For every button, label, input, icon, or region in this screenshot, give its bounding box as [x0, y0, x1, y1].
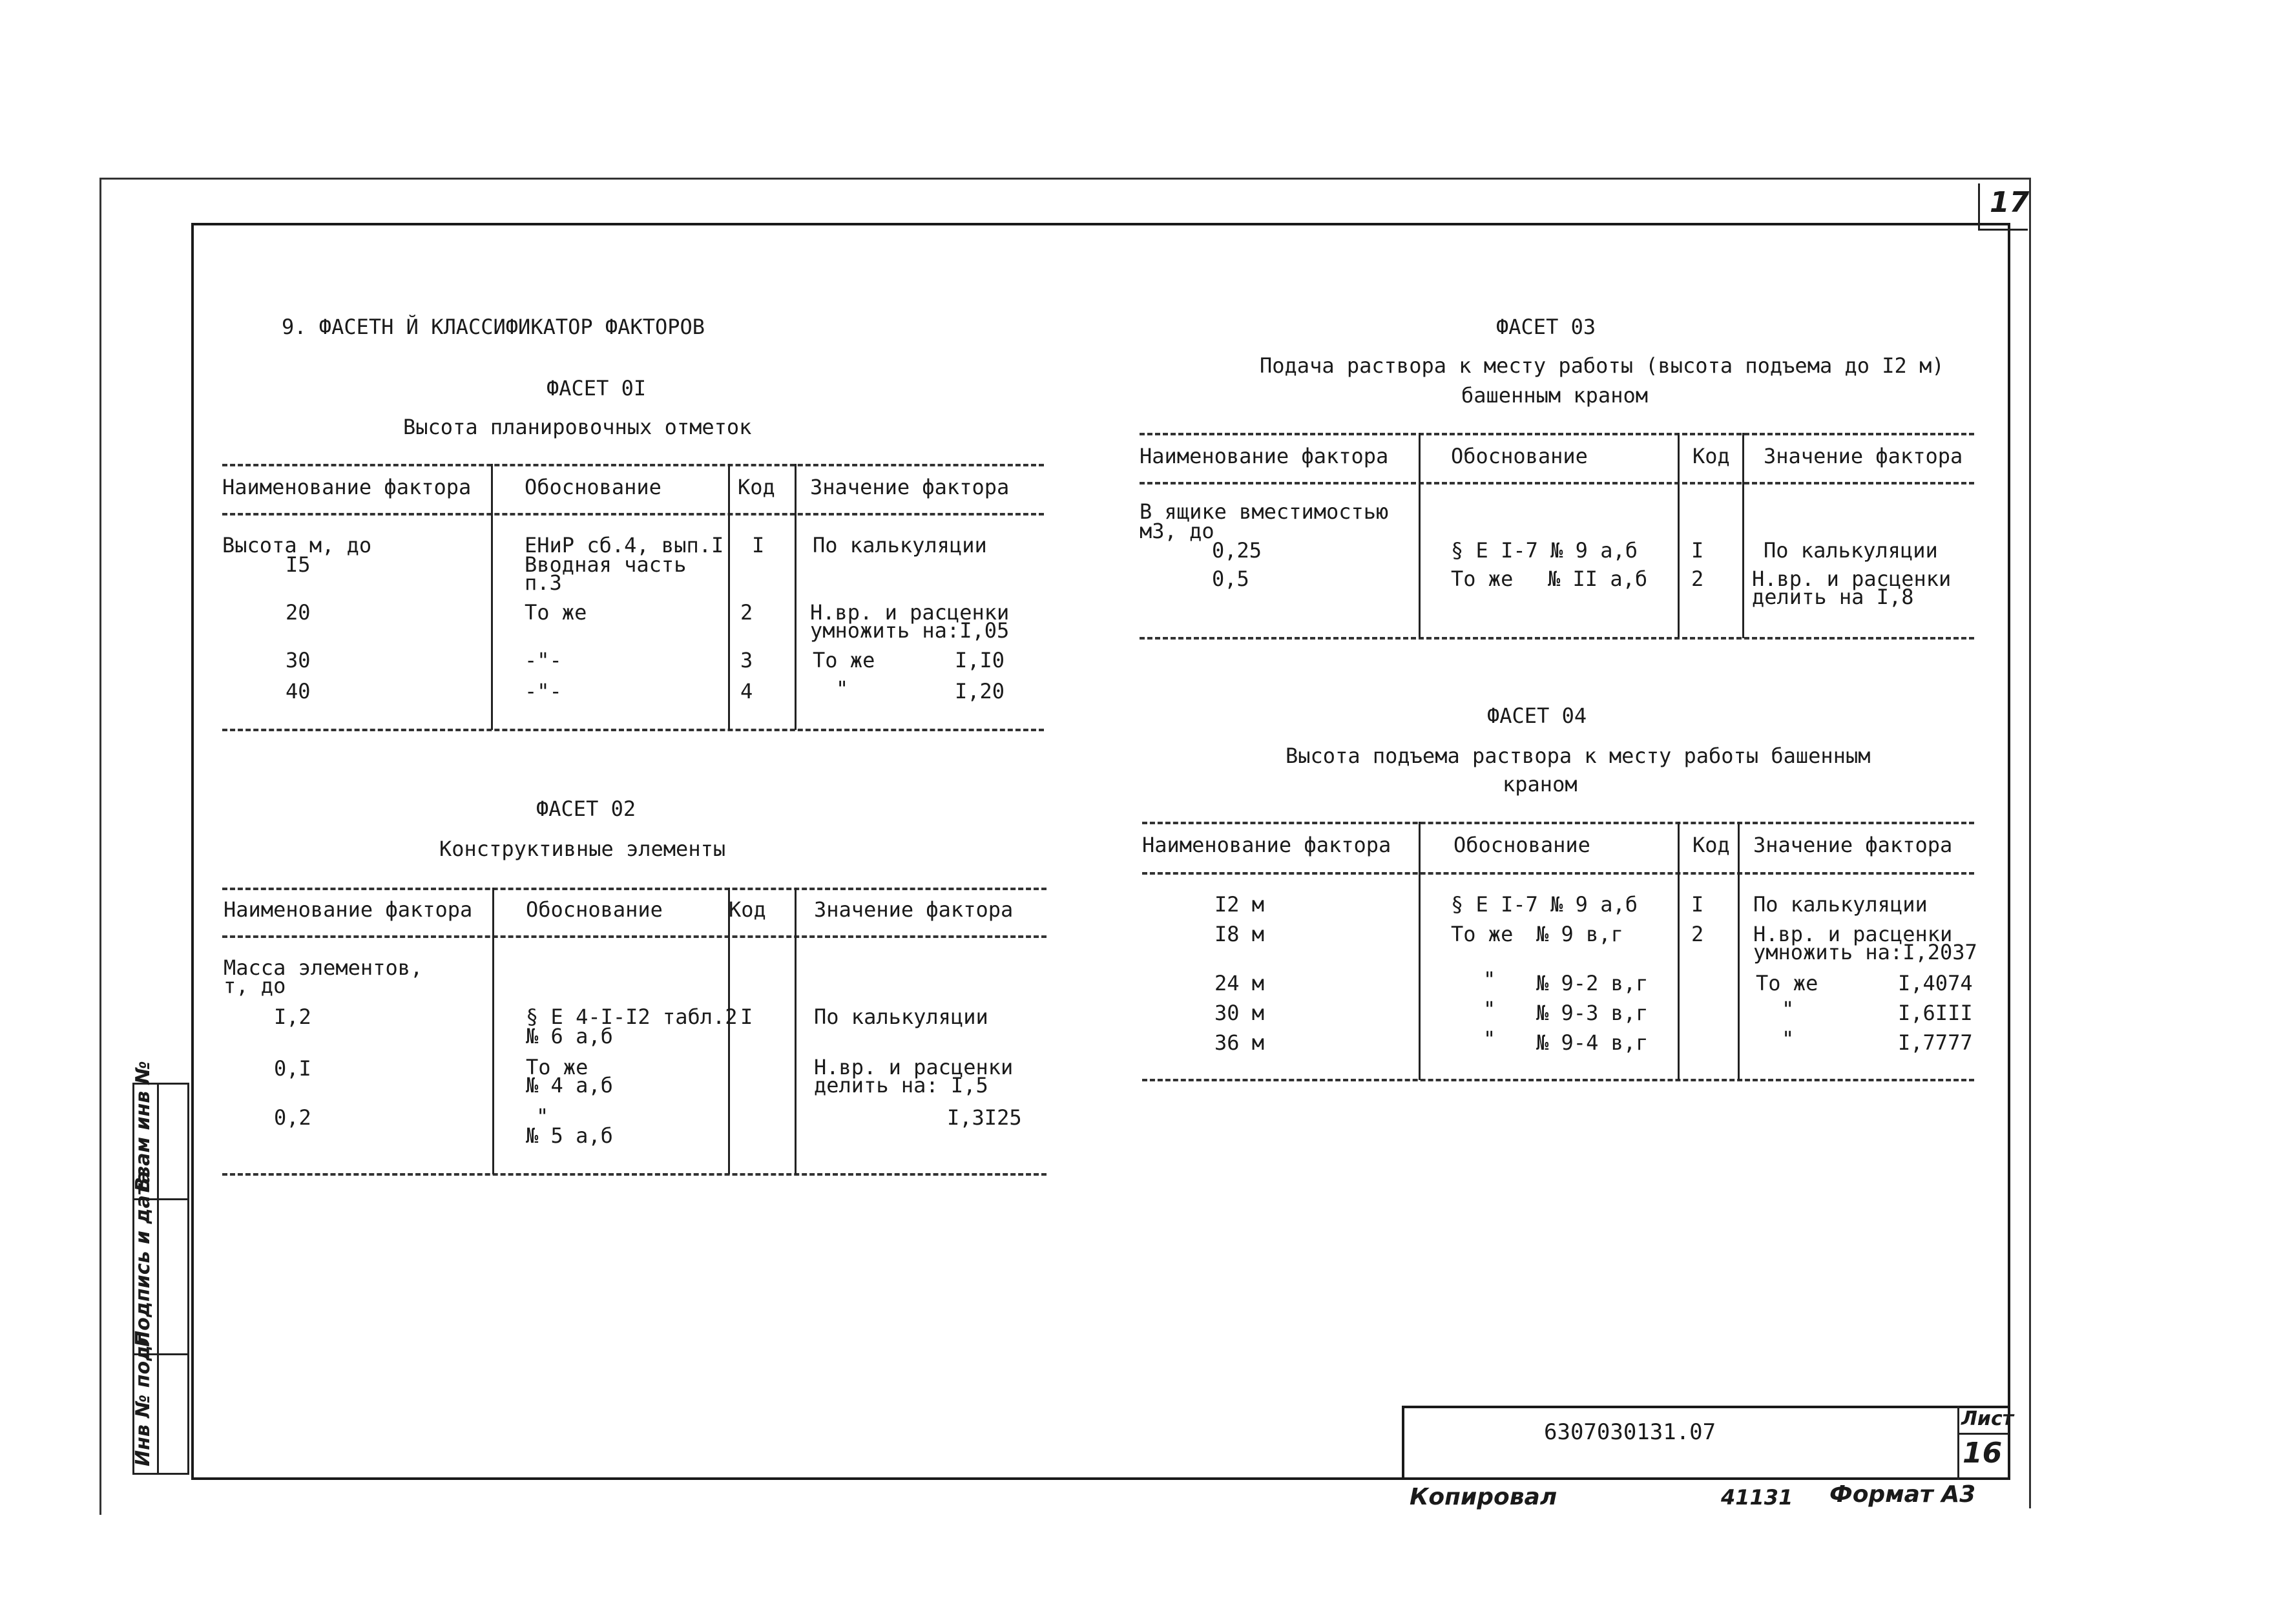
footer-order: 41131 [1721, 1485, 1793, 1510]
footer-copied: Копировал [1410, 1484, 1557, 1510]
facet04-title: ФАСЕТ 04 [1487, 703, 1587, 728]
facet04-row3-value: То же [1756, 971, 1818, 995]
facet01-row4-basis: -"- [525, 679, 562, 703]
side-stamp-divider [157, 1083, 159, 1475]
facet03-header-rule [1140, 482, 1974, 484]
facet02-group-label: Масса элементов, [224, 955, 423, 980]
facet03-row1-name: 0,25 [1212, 538, 1262, 563]
title-block-divider [1957, 1406, 1959, 1480]
facet01-group-label: Высота м, до [222, 533, 372, 557]
facet01-row3-basis: -"- [525, 648, 562, 672]
facet01-row1-basis: Вводная часть [525, 552, 687, 577]
footer-format: Формат А3 [1829, 1481, 1976, 1508]
facet03-subtitle: башенным краном [1461, 383, 1648, 408]
title-block-sheet-rule [1957, 1433, 2009, 1435]
facet02-header-value: Значение фактора [814, 897, 1014, 922]
facet02-row1-code: I [740, 1005, 753, 1029]
facet03-subtitle: Подача раствора к месту работы (высота подъема до I2 м) [1260, 353, 1944, 378]
facet01-row2-value: Н.вр. и расценки [810, 600, 1010, 625]
sheet-label: Лист [1961, 1408, 2014, 1430]
facet04-row1-code: I [1691, 892, 1704, 917]
facet04-row5-basis: № 9-4 в,г [1536, 1030, 1649, 1055]
facet02-row3-basis: " [536, 1104, 549, 1129]
facet02-header-basis: Обоснование [526, 897, 663, 922]
facet01-row2-name: 20 [286, 600, 311, 625]
facet01-row4-value: " [836, 676, 849, 701]
facet01-row2-code: 2 [740, 600, 753, 625]
facet02-subtitle: Конструктивные элементы [439, 837, 726, 861]
facet03-header-code: Код [1693, 444, 1730, 468]
facet01-row1-value: По калькуляции [813, 533, 987, 557]
side-stamp-inventory: Инв № подл [132, 1331, 154, 1466]
facet03-col2 [1678, 433, 1680, 638]
facet02-row2-value: Н.вр. и расценки [814, 1055, 1014, 1079]
facet02-top-rule [222, 888, 1047, 890]
outer-border-right [2029, 178, 2031, 1508]
facet02-row2-basis: № 4 а,б [526, 1073, 613, 1098]
side-stamp-replacement: Взам инв № [132, 1061, 154, 1192]
facet04-header-name: Наименование фактора [1142, 833, 1391, 857]
facet04-row1-basis: § Е I-7 № 9 а,б [1451, 892, 1638, 917]
facet03-header-value: Значение фактора [1764, 444, 1963, 468]
facet04-row2-name: I8 м [1214, 922, 1265, 946]
facet02-col3 [795, 888, 797, 1174]
facet01-header-basis: Обоснование [525, 475, 661, 499]
facet03-row2-code: 2 [1691, 567, 1704, 591]
facet04-row4-basis: № 9-3 в,г [1536, 1001, 1649, 1025]
outer-border-left [99, 178, 101, 1515]
facet04-header-rule [1142, 872, 1974, 875]
facet04-row2-basis: То же [1451, 922, 1514, 946]
facet04-header-value: Значение фактора [1753, 833, 1953, 857]
facet03-title: ФАСЕТ 03 [1496, 315, 1596, 339]
facet02-col1 [492, 888, 494, 1174]
sheet-number: 16 [1963, 1437, 2003, 1470]
facet04-row4-value: " [1782, 997, 1795, 1021]
facet02-row1-basis: § Е 4-I-I2 табл.2 [526, 1005, 738, 1029]
facet03-header-name: Наименование фактора [1140, 444, 1389, 468]
document-code: 6307030131.07 [1544, 1419, 1716, 1445]
facet01-row2-value: умножить на:I,05 [810, 618, 1010, 643]
facet01-row1-name: I5 [286, 552, 311, 577]
facet02-row1-name: I,2 [274, 1005, 311, 1029]
facet04-header-basis: Обоснование [1453, 833, 1590, 857]
facet03-row2-name: 0,5 [1212, 567, 1249, 591]
facet02-header-code: Код [729, 897, 766, 922]
facet03-top-rule [1140, 433, 1974, 435]
facet02-row3-name: 0,2 [274, 1105, 311, 1130]
facet03-header-basis: Обоснование [1451, 444, 1588, 468]
facet04-row5-value: " [1782, 1026, 1795, 1051]
facet02-row3-value: I,3I25 [947, 1105, 1022, 1130]
facet02-header-rule [222, 935, 1047, 938]
facet03-row2-value: делить на I,8 [1752, 585, 1914, 609]
facet02-title: ФАСЕТ 02 [536, 796, 636, 821]
facet01-row4-code: 4 [740, 679, 753, 703]
facet04-col3 [1738, 822, 1740, 1080]
facet03-group-label: В ящике вместимостью [1140, 499, 1389, 524]
facet01-row3-value: I,I0 [955, 648, 1005, 672]
facet02-bottom-rule [222, 1173, 1047, 1176]
facet04-subtitle: Высота подъема раствора к месту работы башенным [1286, 744, 1871, 768]
facet01-header-code: Код [738, 475, 775, 499]
facet03-row2-basis: № II а,б [1548, 567, 1648, 591]
facet03-row1-basis: § Е I-7 № 9 а,б [1451, 538, 1638, 563]
facet02-header-name: Наименование фактора [224, 897, 473, 922]
facet04-col1 [1419, 822, 1421, 1080]
facet01-col3 [795, 464, 797, 730]
facet04-row4-name: 30 м [1214, 1001, 1265, 1025]
facet04-row3-basis: " [1483, 967, 1496, 992]
facet04-row2-value: Н.вр. и расценки [1753, 922, 1953, 946]
facet04-row1-value: По калькуляции [1753, 892, 1928, 917]
facet04-bottom-rule [1142, 1079, 1974, 1081]
facet04-subtitle: краном [1503, 772, 1578, 796]
page-number-top: 17 [1990, 186, 2030, 219]
facet03-bottom-rule [1140, 637, 1974, 640]
facet01-row2-basis: То же [525, 600, 587, 625]
facet02-col2 [728, 888, 730, 1174]
facet02-row2-name: 0,I [274, 1056, 311, 1081]
facet01-row1-basis: ЕНиР сб.4, вып.I [525, 533, 724, 557]
side-stamp-signature: Подпись и дата [132, 1171, 154, 1347]
facet03-col3 [1742, 433, 1744, 638]
facet01-title: ФАСЕТ 0I [547, 376, 647, 401]
facet03-row2-basis: То же [1451, 567, 1514, 591]
facet04-col2 [1678, 822, 1680, 1080]
facet03-row1-value: По калькуляции [1764, 538, 1938, 563]
facet04-top-rule [1142, 822, 1974, 824]
facet01-row4-value: I,20 [955, 679, 1005, 703]
facet03-row2-value: Н.вр. и расценки [1752, 567, 1952, 591]
facet01-col2 [728, 464, 730, 730]
facet04-header-code: Код [1693, 833, 1730, 857]
facet01-row3-code: 3 [740, 648, 753, 672]
facet04-row3-name: 24 м [1214, 971, 1265, 995]
facet02-group-label: т, до [224, 973, 286, 998]
facet01-col1 [491, 464, 493, 730]
facet03-group-label: м3, до [1140, 519, 1214, 543]
facet04-row2-value: умножить на:I,2037 [1753, 940, 1977, 964]
facet04-row5-basis: " [1483, 1026, 1496, 1051]
facet01-top-rule [222, 464, 1044, 466]
facet01-row3-name: 30 [286, 648, 311, 672]
facet03-col1 [1419, 433, 1421, 638]
facet03-row1-code: I [1691, 538, 1704, 563]
facet01-bottom-rule [222, 729, 1044, 731]
facet02-row2-basis: То же [526, 1055, 588, 1079]
facet04-row4-basis: " [1483, 997, 1496, 1021]
facet04-row2-code: 2 [1691, 922, 1704, 946]
facet02-row1-basis: № 6 а,б [526, 1024, 613, 1048]
facet04-row3-basis: № 9-2 в,г [1536, 971, 1649, 995]
facet04-row2-basis: № 9 в,г [1536, 922, 1623, 946]
facet01-row4-name: 40 [286, 679, 311, 703]
facet04-row5-value: I,7777 [1898, 1030, 1973, 1055]
facet01-row3-value: То же [813, 648, 875, 672]
facet01-header-rule [222, 513, 1044, 515]
facet02-row2-value: делить на: I,5 [814, 1073, 988, 1098]
facet02-row3-basis: № 5 а,б [526, 1123, 613, 1148]
facet01-subtitle: Высота планировочных отметок [403, 415, 752, 439]
facet04-row3-value: I,4074 [1898, 971, 1973, 995]
facet04-row5-name: 36 м [1214, 1030, 1265, 1055]
outer-border-top [99, 178, 2031, 180]
facet04-row4-value: I,6III [1898, 1001, 1973, 1025]
facet01-header-value: Значение фактора [810, 475, 1010, 499]
facet01-row1-code: I [752, 533, 765, 557]
section-title: 9. ФАСЕТН Й КЛАССИФИКАТОР ФАКТОРОВ [282, 315, 705, 339]
facet01-row1-basis: п.3 [525, 570, 562, 595]
facet04-row1-name: I2 м [1214, 892, 1265, 917]
facet01-header-name: Наименование фактора [222, 475, 472, 499]
facet02-row1-value: По калькуляции [814, 1005, 988, 1029]
